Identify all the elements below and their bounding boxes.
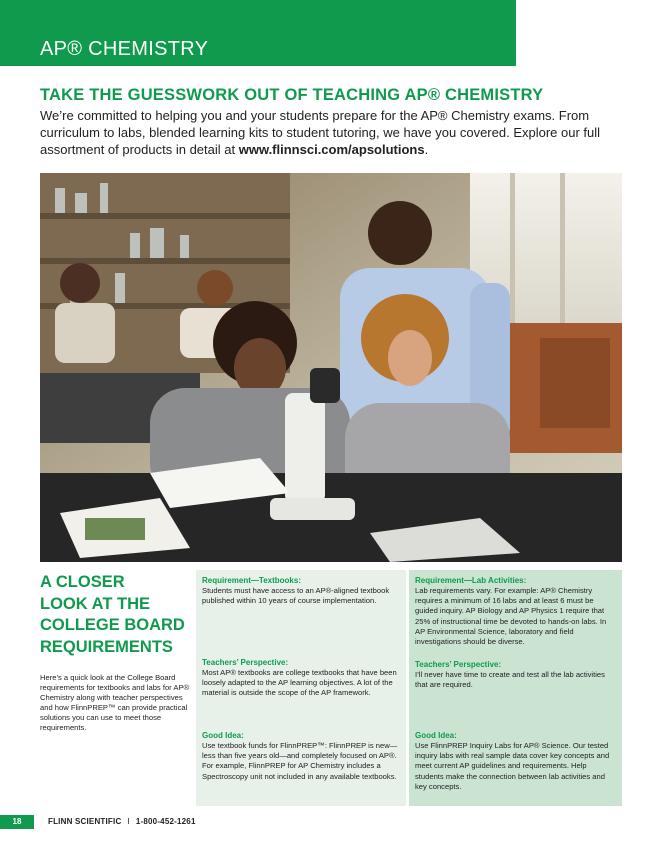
website-link[interactable]: www.flinnsci.com/apsolutions xyxy=(238,142,425,157)
labs-column xyxy=(409,570,622,806)
classroom-photo xyxy=(40,173,622,562)
perspective-text: Most AP® textbooks are college textbooks that have been loosely adapted to the AP learning objectives. A lot of the material is outside the scope of the AP framework. xyxy=(202,668,397,698)
textbooks-column xyxy=(196,570,406,806)
company-name: FLINN SCIENTIFIC xyxy=(48,817,122,826)
requirement-text: Lab requirements vary. For example: AP® Chemistry requires a minimum of 16 labs and at least 6 must be guided inquiry. AP Biology and AP Physics 1 require that 25% of instructional time be devoted to hands-on labs. In AP Environmental Science, laboratory and field investigations should be diverse. xyxy=(415,586,607,647)
closer-title-line: REQUIREMENTS xyxy=(40,637,173,656)
page-headline: TAKE THE GUESSWORK OUT OF TEACHING AP® CHEMISTRY xyxy=(40,86,544,104)
textbook-perspective xyxy=(202,658,400,699)
closer-look-text: Here’s a quick look at the College Board requirements for textbooks and labs for AP® Chemistry along with teacher perspectives and how FlinnPREP™ can provide practical solutions you can use to meet those requirements. xyxy=(40,673,190,732)
lab-perspective xyxy=(415,660,616,690)
page-number: 18 xyxy=(0,815,34,829)
footer-divider: I xyxy=(127,817,130,826)
requirement-heading: Requirement—Lab Activities: xyxy=(415,576,527,585)
closer-look-title xyxy=(40,572,185,658)
textbook-requirement xyxy=(202,576,400,606)
good-idea-heading: Good Idea: xyxy=(202,731,244,740)
intro-text: We’re committed to helping you and your students prepare for the AP® Chemistry exams. From curriculum to labs, blended learning kits to student tutoring, we have you covered. Explore our full assortment of products in detail at xyxy=(40,108,601,157)
footer xyxy=(48,815,196,829)
lab-good-idea xyxy=(415,731,616,792)
intro-end: . xyxy=(424,142,429,157)
lab-requirement xyxy=(415,576,616,647)
phone-number: 1-800-452-1261 xyxy=(135,817,196,826)
section-title: AP® CHEMISTRY xyxy=(40,38,209,60)
requirement-heading: Requirement—Textbooks: xyxy=(202,576,301,585)
perspective-heading: Teachers’ Perspective: xyxy=(202,658,289,667)
good-idea-text: Use textbook funds for FlinnPREP™: FlinnPREP is new—less than five years old—and completely focused on AP®. For example, FlinnPREP for AP Chemistry includes a Spectroscopy unit not included in any available textbooks. xyxy=(202,741,398,781)
good-idea-text: Use FlinnPREP Inquiry Labs for AP® Science. Our tested inquiry labs with real sample data cover key concepts and meet current AP guidelines and requirements. Help students make the connection between lab activities and key concepts. xyxy=(415,741,610,791)
header-banner xyxy=(0,0,516,66)
closer-title-line: LOOK AT THE xyxy=(40,594,150,613)
closer-title-line: A CLOSER xyxy=(40,573,125,591)
closer-title-line: COLLEGE BOARD xyxy=(40,616,185,634)
good-idea-heading: Good Idea: xyxy=(415,731,457,740)
requirement-text: Students must have access to an AP®-aligned textbook published within 10 years of course implementation. xyxy=(202,586,390,606)
perspective-text: I’ll never have time to create and test all the lab activities that are required. xyxy=(415,670,605,690)
textbook-good-idea xyxy=(202,731,400,782)
perspective-heading: Teachers’ Perspective: xyxy=(415,660,502,669)
intro-paragraph xyxy=(40,107,630,158)
